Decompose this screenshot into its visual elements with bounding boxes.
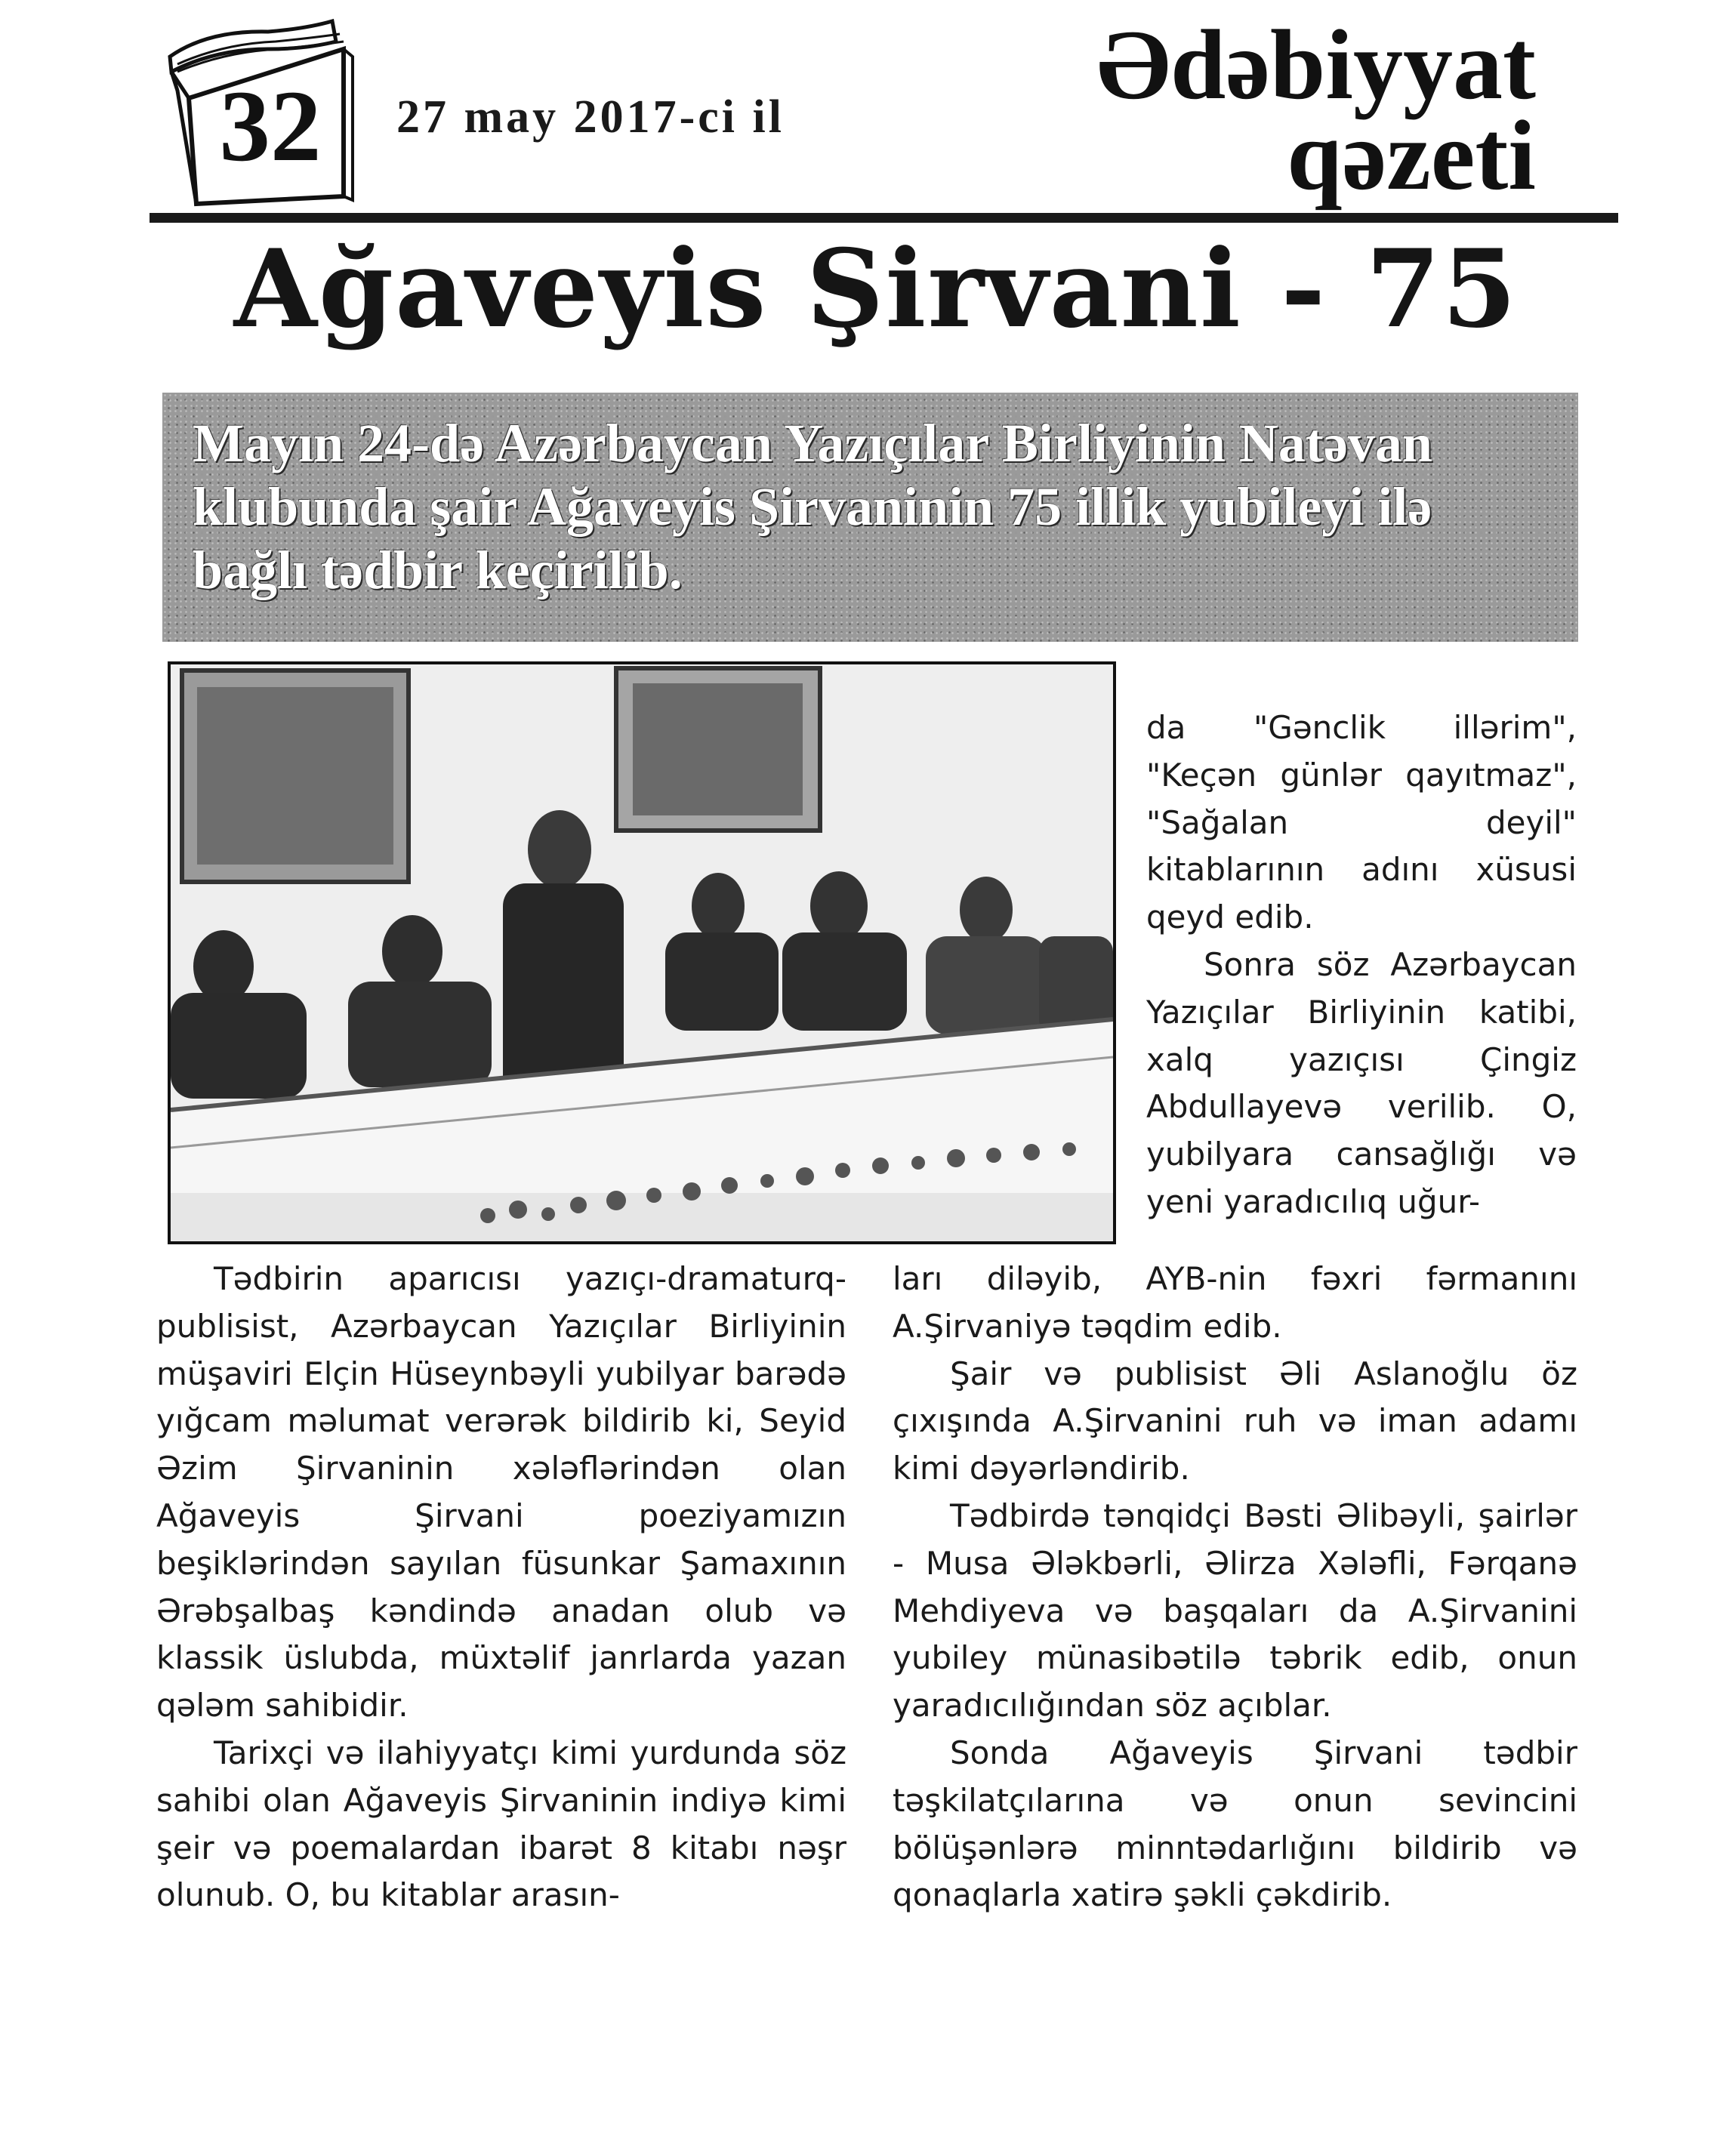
article-headline: Ağaveyis Şirvani - 75 [233, 227, 1519, 352]
paragraph: da "Gənclik illərim", "Keçən günlər qayıtmaz", "Sağalan deyil" kitablarının adını xüsusi qeyd edib. [1146, 709, 1577, 936]
paragraph: Şair və publisist Əli Aslanoğlu öz çıxışında A.Şirvanini ruh və iman adamı kimi dəyərləndirib. [893, 1355, 1577, 1487]
issue-date: 27 may 2017-ci il [396, 91, 785, 143]
event-photo [168, 661, 1116, 1244]
article-column-left [156, 1256, 846, 1919]
paragraph: Tarixçi və ilahiyyatçı kimi yurdunda söz sahibi olan Ağaveyis Şirvaninin indiyə kimi şeir və poemalardan ibarət 8 kitabı nəşr olunub. O, bu kitablar arasın- [156, 1734, 846, 1914]
lead-box [162, 393, 1578, 642]
paragraph: Sonra söz Azərbaycan Yazıçılar Birliyinin katibi, xalq yazıçısı Çingiz Abdullayevə verilib. O, yubilyara cansağlığı və yeni yaradıcılıq uğur- [1146, 945, 1577, 1220]
page-number: 32 [219, 70, 322, 183]
paragraph: Tədbirin aparıcısı yazıçı-dramaturq-publisist, Azərbaycan Yazıçılar Birliyinin müşaviri Elçin Hüseynbəyli yubilyar barədə yığcam məlumat verərək bildirib ki, Seyid Əzim Şirvaninin xələflərindən olan Ağaveyis Şirvani poeziyamızın beşiklərindən sayılan füsunkar Şamaxının Ərəbşalbaş kəndində anadan olub və klassik üslubda, müxtəlif janrlarda yazan qələm sahibidir. [156, 1260, 846, 1725]
masthead-subtitle: qəzeti [1287, 100, 1536, 211]
article-column-right [893, 1256, 1577, 1919]
paragraph: ları diləyib, AYB-nin fəxri fərmanını A.Şirvaniyə təqdim edib. [893, 1260, 1577, 1345]
event-photo-illustration [171, 664, 1113, 1241]
header-rule [150, 213, 1618, 223]
paragraph: Tədbirdə tənqidçi Bəsti Əlibəyli, şairlər - Musa Ələkbərli, Əlirza Xələfli, Fərqanə Mehdiyeva və başqaları da A.Şirvanini yubiley münasibətilə təbrik edib, onun yaradıcılığından söz açıblar. [893, 1496, 1577, 1725]
masthead-title: Ədəbiyyat [1096, 9, 1536, 120]
paragraph: Sonda Ağaveyis Şirvani tədbir təşkilatçılarına və onun sevincini bölüşənlərə minntədarlığını bildirib və qonaqlarla xatirə şəkli çəkdirib. [893, 1734, 1577, 1914]
lead-text: Mayın 24-də Azərbaycan Yazıçılar Birliyinin Natəvan klubunda şair Ağaveyis Şirvaninin 75 illik yubileyi ilə bağlı tədbir keçirilib. [193, 413, 1432, 601]
article-column-narrow [1146, 704, 1577, 1226]
